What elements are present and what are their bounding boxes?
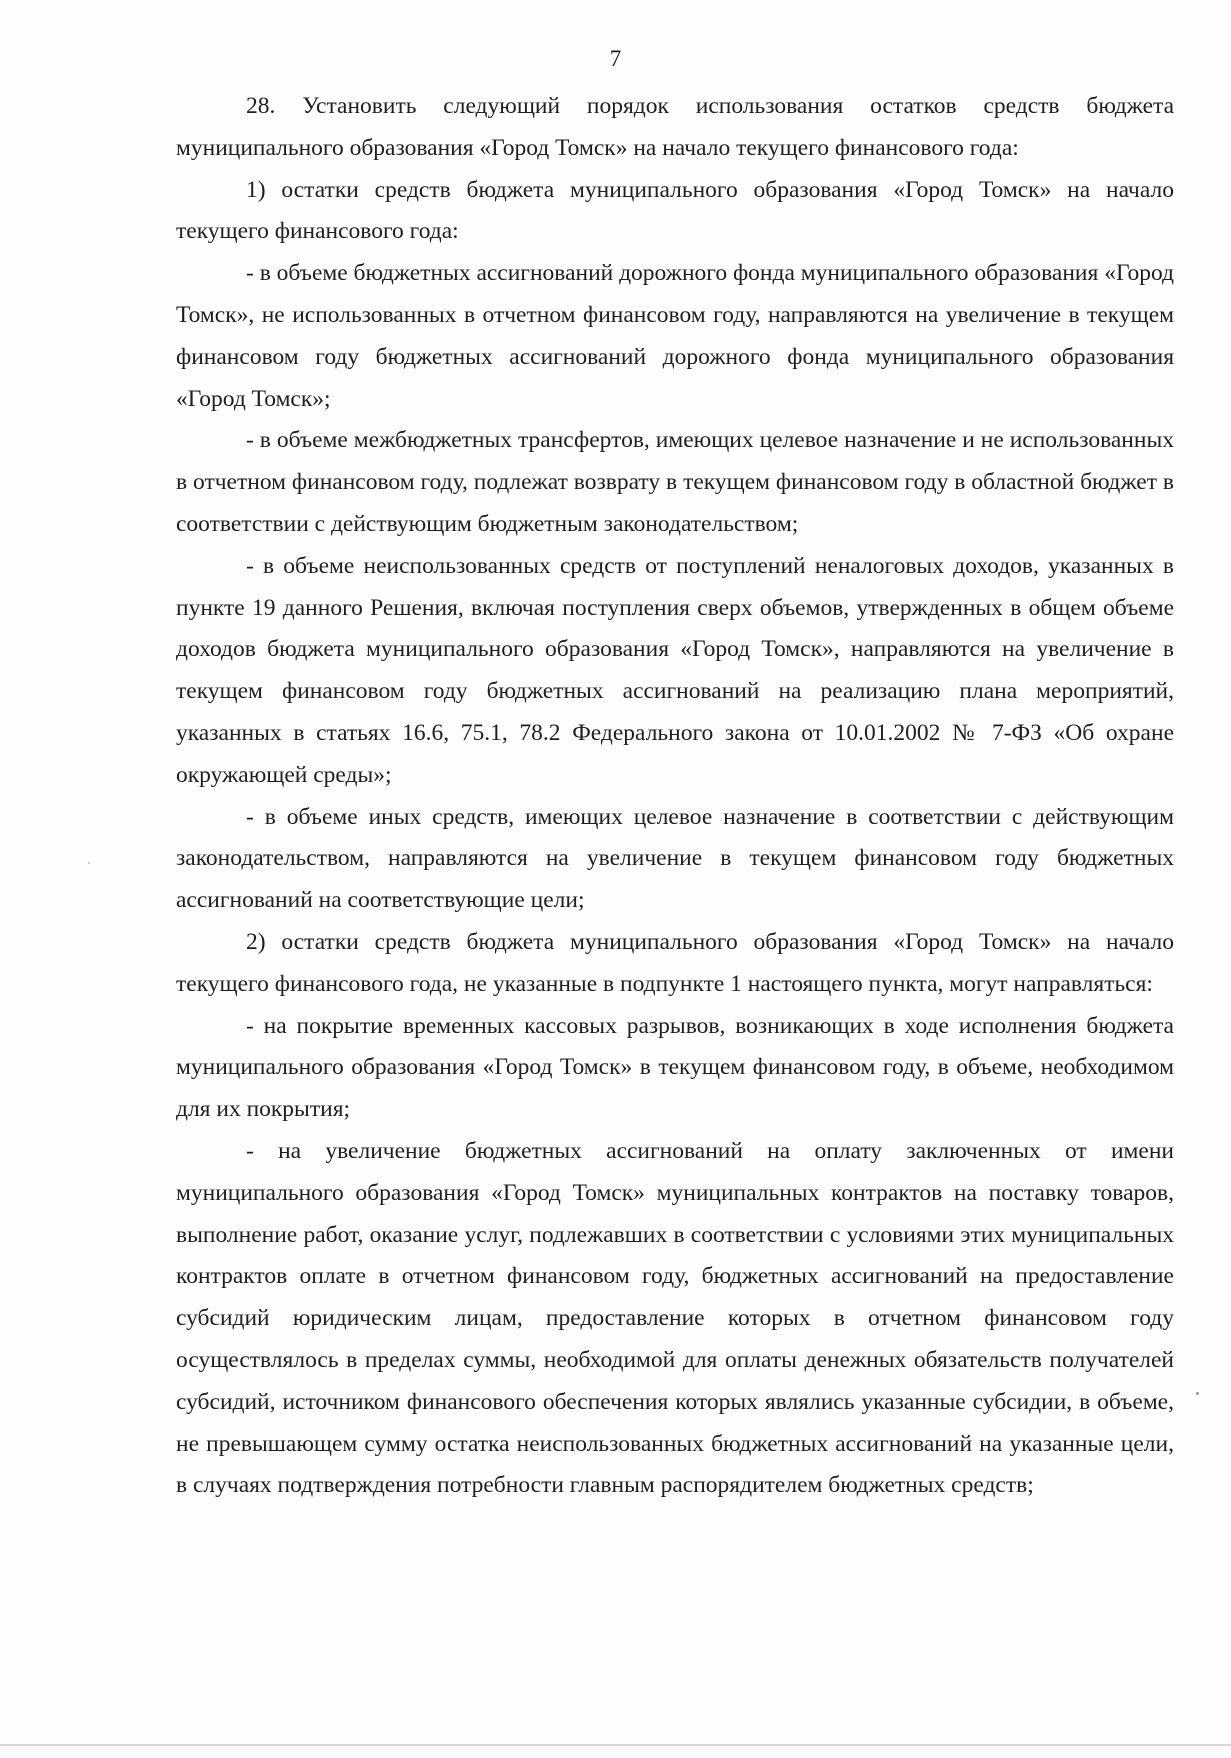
paragraph-clause-28: 28. Установить следующий порядок использования остатков средств бюджета муниципального образования «Город Томск» на начало текущего финансового года: <box>176 93 1174 161</box>
paragraph-contracts: - на увеличение бюджетных ассигнований на оплату заключенных от имени муниципального образования «Город Томск» муниципальных контрактов на поставку товаров, выполнение работ, оказание услуг, подлежавших в соответствии с условиями этих муниципальных контрактов оплате в отчетном финансовом году, бюджетных ассигнований на предоставление субсидий юридическим лицам, предоставление которых в отчетном финансовом году осуществлялось в пределах суммы, необходимой для оплаты денежных обязательств получателей субсидий, источником финансового обеспечения которых являлись указанные субсидии, в объеме, не превышающем сумму остатка неиспользованных бюджетных ассигнований на указанные цели, в случаях подтверждения потребности главным распорядителем бюджетных средств; <box>176 1137 1174 1499</box>
paragraph-subclause-2: 2) остатки средств бюджета муниципального образования «Город Томск» на начало текущего финансового года, не указанные в подпункте 1 настоящего пункта, могут направляться: <box>176 928 1174 997</box>
scan-speck <box>88 862 90 864</box>
paragraph-other-funds: - в объеме иных средств, имеющих целевое назначение в соответствии с действующим законодательством, направляются на увеличение в текущем финансовом году бюджетных ассигнований на соответствующие цели; <box>176 803 1174 914</box>
paragraph-interbudget-transfers: - в объеме межбюджетных трансфертов, имеющих целевое назначение и не использованных в отчетном финансовом году, подлежат возврату в текущем финансовом году в областной бюджет в соответствии с действующим бюджетным законодательством; <box>176 427 1174 537</box>
scan-artifact-line <box>0 1744 1231 1746</box>
document-body <box>176 86 1174 1507</box>
paragraph-subclause-1: 1) остатки средств бюджета муниципального образования «Город Томск» на начало текущего финансового года: <box>176 176 1174 245</box>
paragraph-cash-gaps: - на покрытие временных кассовых разрывов, возникающих в ходе исполнения бюджета муниципального образования «Город Томск» в текущем финансовом году, в объеме, необходимом для их покрытия; <box>176 1012 1174 1123</box>
page-number: 7 <box>609 46 622 71</box>
paragraph-road-fund: - в объеме бюджетных ассигнований дорожного фонда муниципального образования «Город Томск», не использованных в отчетном финансовом году, направляются на увеличение в текущем финансовом году бюджетных ассигнований дорожного фонда муниципального образования «Город Томск»; <box>176 260 1174 412</box>
paragraph-non-tax-revenue: - в объеме неиспользованных средств от поступлений неналоговых доходов, указанных в пункте 19 данного Решения, включая поступления сверх объемов, утвержденных в общем объеме доходов бюджета муниципального образования «Город Томск», направляются на увеличение в текущем финансовом году бюджетных ассигнований на реализацию плана мероприятий, указанных в статьях 16.6, 75.1, 78.2 Федерального закона от 10.01.2002 № 7-ФЗ «Об охране окружающей среды»; <box>176 552 1174 788</box>
scan-speck <box>1196 1392 1199 1395</box>
